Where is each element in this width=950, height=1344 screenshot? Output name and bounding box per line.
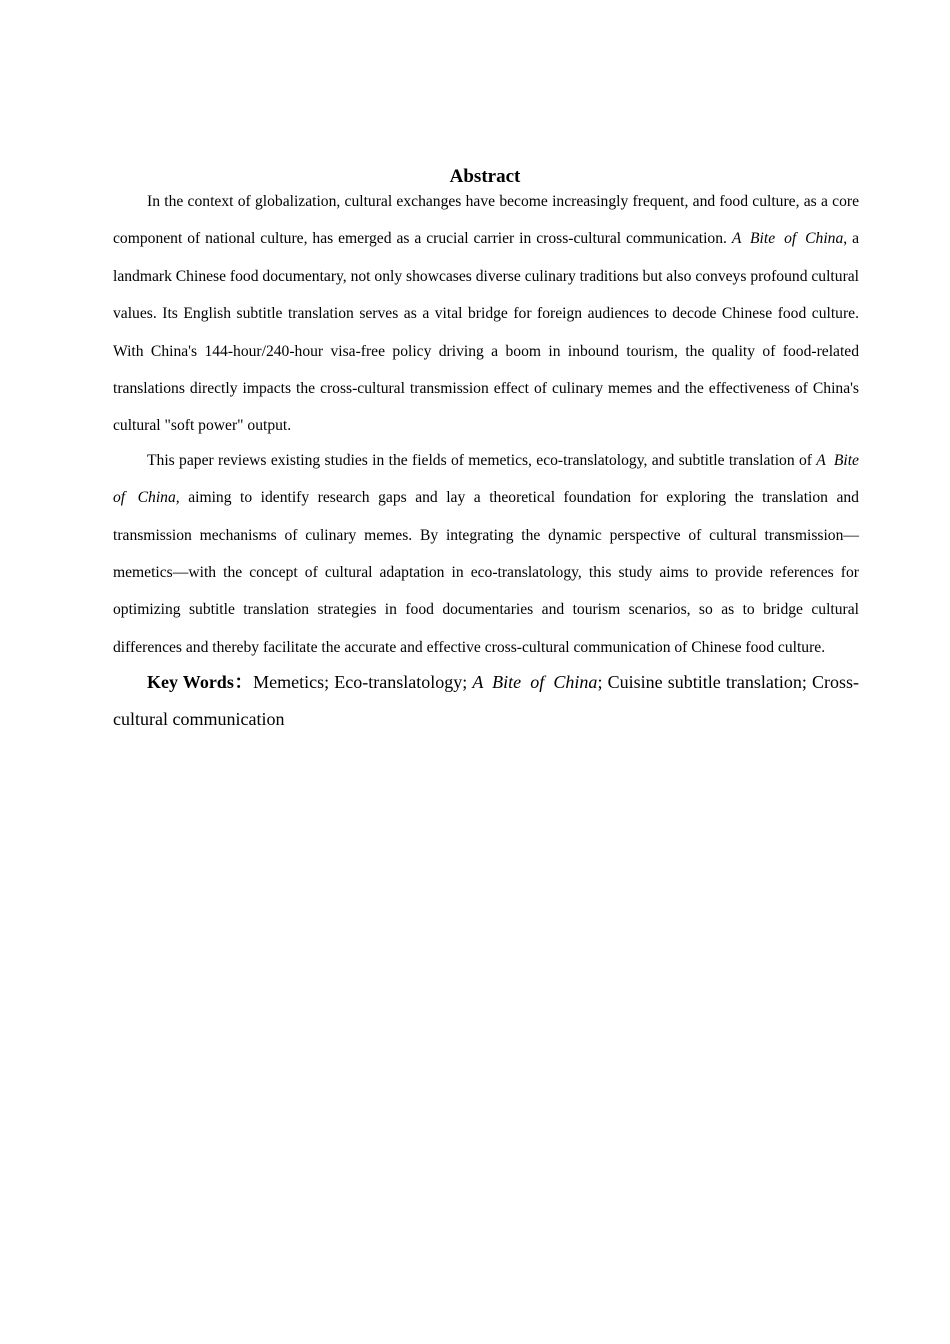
- paragraph-1-text-start: In the context of globalization, cultural exchanges have become increasingly frequent, and food culture, as a core component of national culture, has emerged as a crucial carrier in cross-cultural communication.: [113, 193, 859, 248]
- keywords-text-end: ; Cuisine subtitle translation; Cross-cultural communication: [113, 672, 859, 730]
- abstract-page: [113, 164, 859, 738]
- paragraph-1-text-end: , a landmark Chinese food documentary, not only showcases diverse culinary traditions but also conveys profound cultural values. Its English subtitle translation serves as a vital bridge for foreign audiences to decode Chinese food culture. With China's 144-hour/240-hour visa-free policy driving a boom in inbound tourism, the quality of food-related translations directly impacts the cross-cultural transmission effect of culinary memes and the effectiveness of China's cultural "soft power" output.: [113, 230, 860, 435]
- documentary-title-italic: A Bite of China: [731, 230, 844, 248]
- abstract-title: Abstract: [449, 166, 521, 187]
- keywords-line: [113, 664, 859, 738]
- abstract-paragraph-1: [113, 183, 859, 445]
- paragraph-2-text-start: This paper reviews existing studies in the fields of memetics, eco-translatology, and subtitle translation of: [147, 451, 812, 469]
- keywords-label: Key Words：: [147, 672, 254, 693]
- documentary-title-italic: A Bite of China,: [113, 451, 859, 507]
- keywords-text-start: Memetics; Eco-translatology;: [253, 672, 468, 693]
- paragraph-2-text-end: aiming to identify research gaps and lay a theoretical foundation for exploring the translation and transmission mechanisms of culinary memes. By integrating the dynamic perspective of cultural transmission—memetics—with the concept of cultural adaptation in eco-translatology, this study aims to provide references for optimizing subtitle translation strategies in food documentaries and tourism scenarios, so as to bridge cultural differences and thereby facilitate the accurate and effective cross-cultural communication of Chinese food culture.: [113, 489, 859, 656]
- keyword-title-italic: A Bite of China: [472, 672, 598, 693]
- abstract-paragraph-2: [113, 442, 859, 666]
